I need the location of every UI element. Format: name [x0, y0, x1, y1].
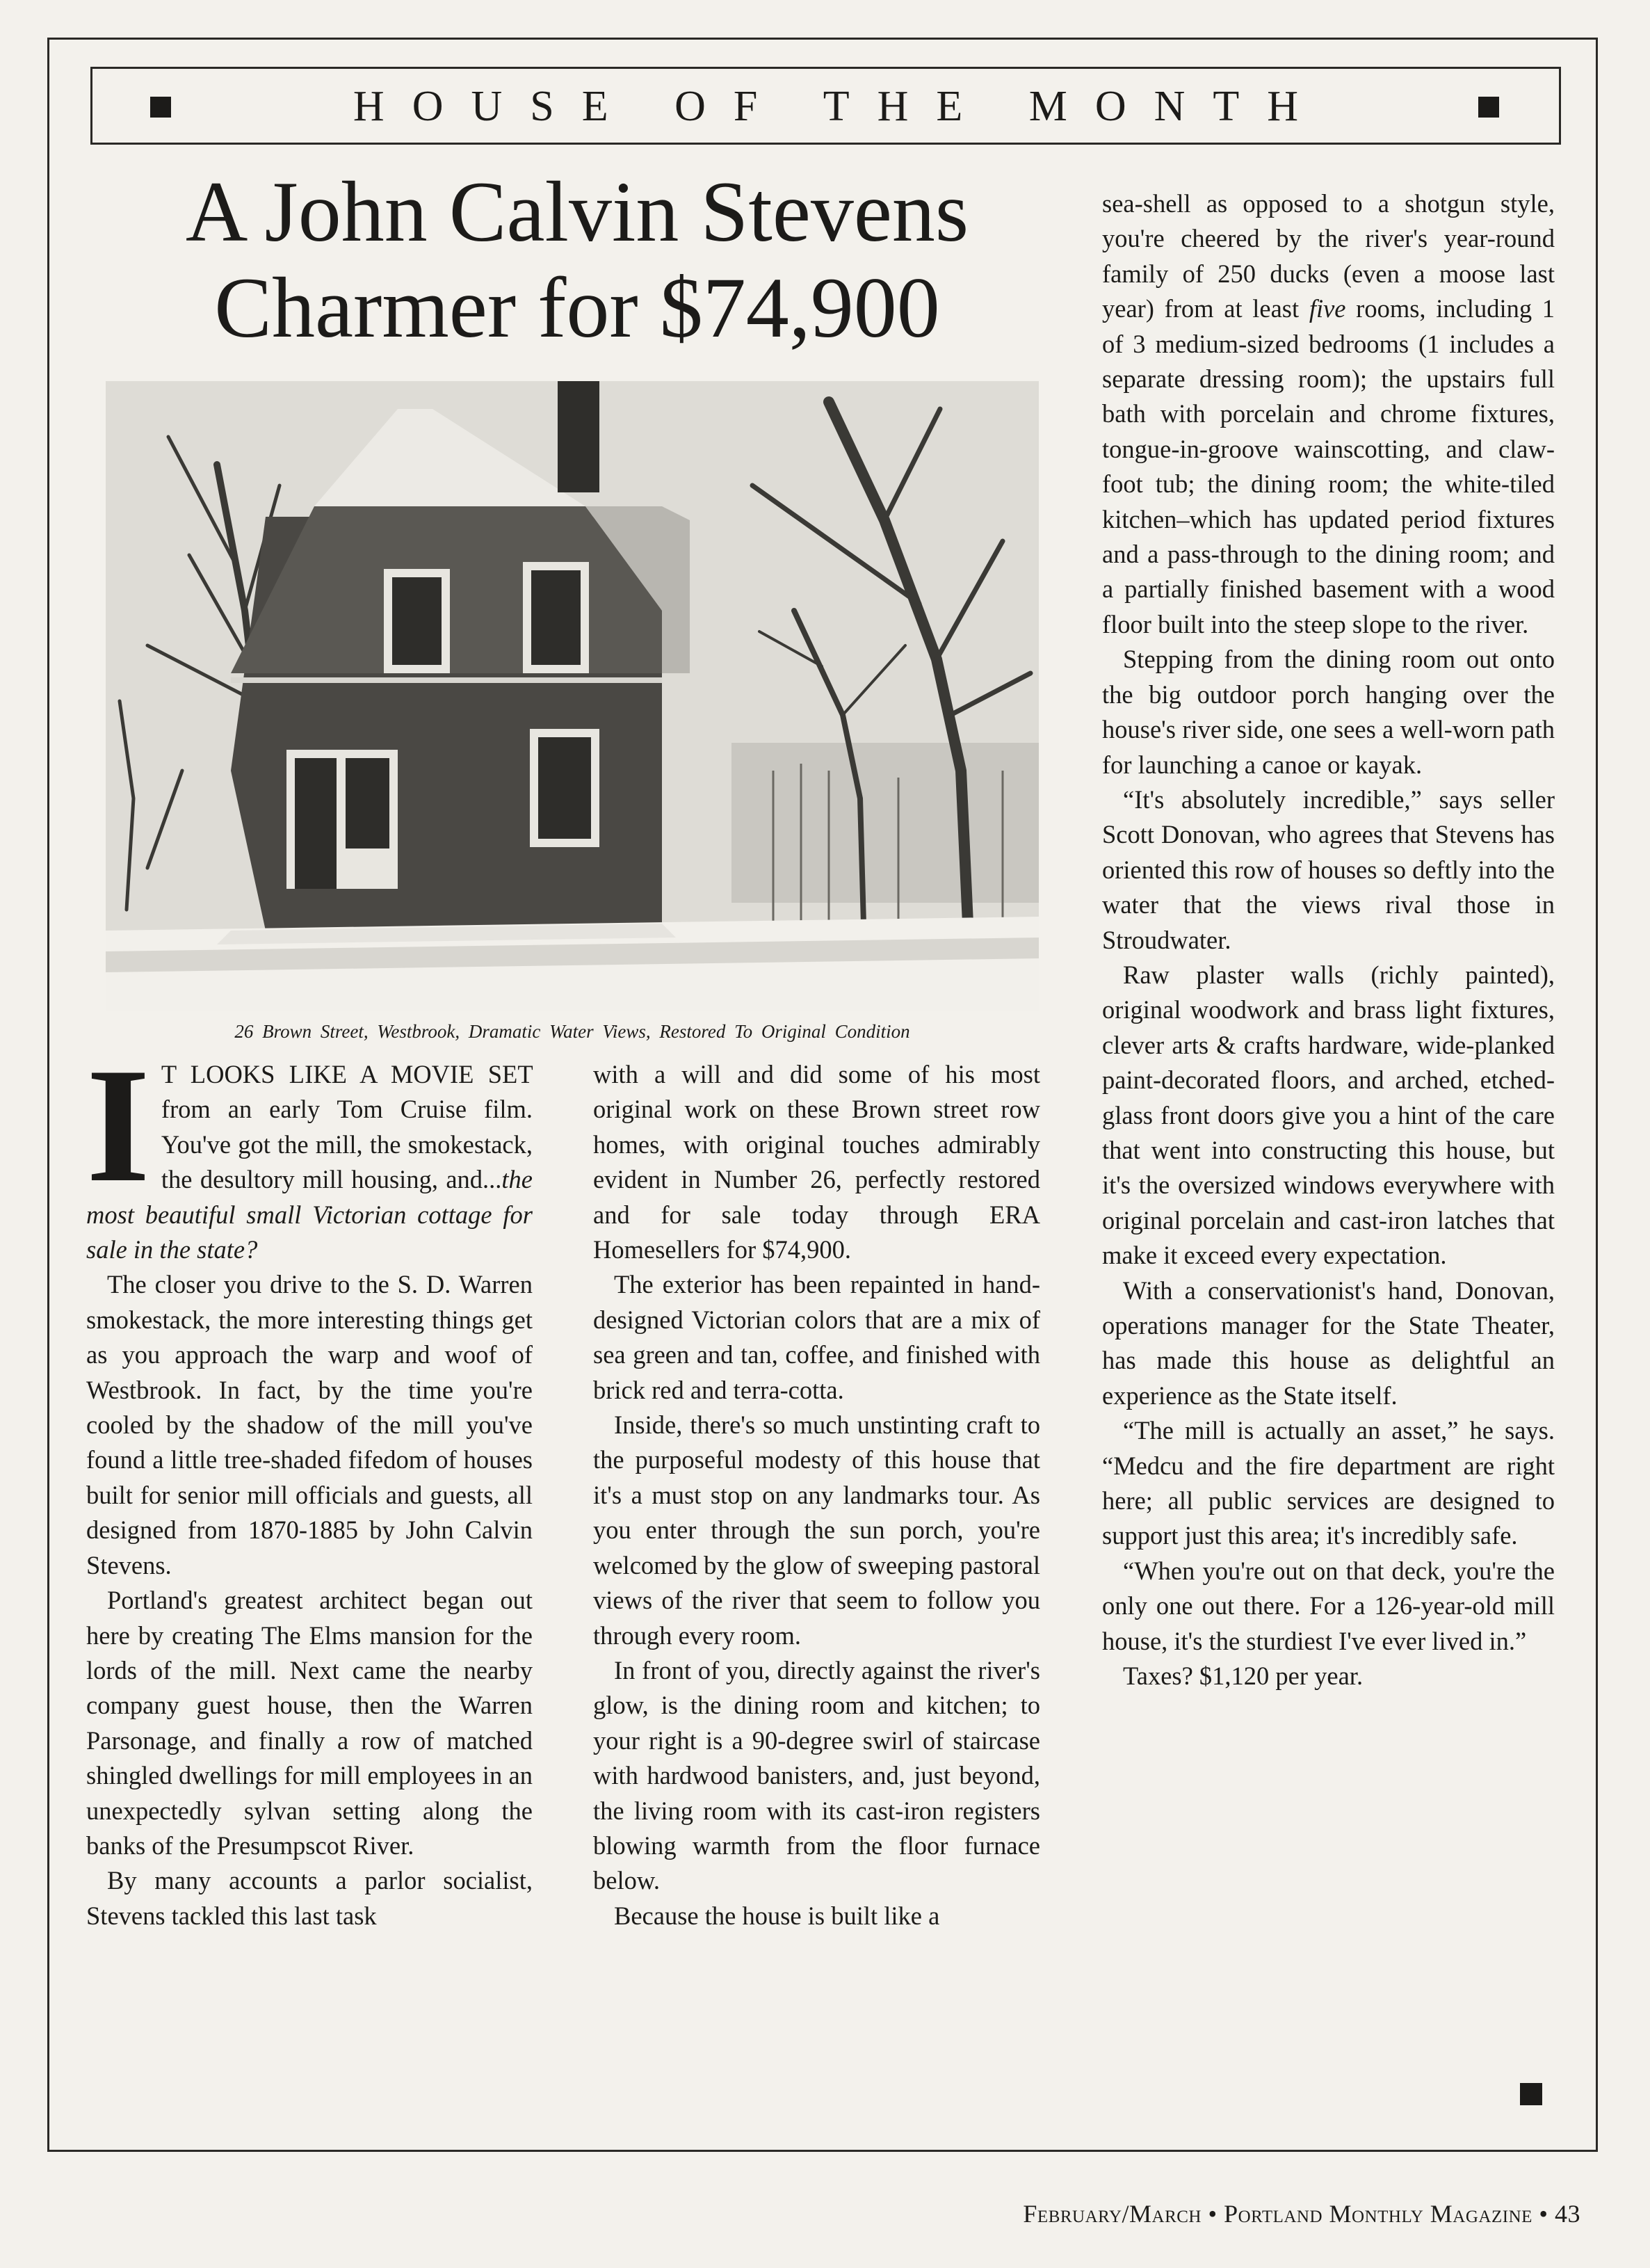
- italic-text: five: [1309, 294, 1346, 323]
- headline-line-1: A John Calvin Stevens: [185, 164, 969, 259]
- section-banner-text: HOUSE OF THE MONTH: [353, 83, 1327, 130]
- page-footer: February/March • Portland Monthly Magazine • 43: [1023, 2200, 1580, 2228]
- headline-line-2: Charmer for $74,900: [214, 260, 940, 355]
- lead-caps-text: T LOOKS LIKE A MOVIE SET: [161, 1060, 533, 1088]
- lead-italic-text: the most beautiful small Victorian cottage for sale in the state?: [86, 1165, 533, 1264]
- paragraph: In front of you, directly against the river's glow, is the dining room and kitchen; to your right is a 90-degree swirl of staircase with hardwood banisters, and, just beyond, the living room with its cast-iron registers blowing warmth from the floor furnace below.: [593, 1655, 1040, 1895]
- section-banner: [90, 67, 1561, 145]
- lead-text: from an early Tom Cruise film. You've got the mill, the smokestack, the desultory mill housing, and...: [161, 1095, 533, 1194]
- paragraph: Raw plaster walls (richly painted), original woodwork and brass light fixtures, clever arts & crafts hardware, wide-planked paint-decorated floors, and arched, etched-glass front doors give you a hint of the care that went into constructing this house, but it's the oversized windows everywhere with original porcelain and cast-iron latches that make it exceed every expectation.: [1102, 960, 1555, 1270]
- paragraph: Inside, there's so much unstinting craft to the purposeful modesty of this house that it's a must stop on any landmarks tour. As you enter through the sun porch, you're welcomed by the glow of sweeping pastoral views of the river that seem to follow you through every room.: [593, 1410, 1040, 1650]
- photo-caption: 26 Brown Street, Westbrook, Dramatic Water Views, Restored To Original Condition: [234, 1021, 910, 1042]
- article-headline: [104, 164, 1050, 356]
- house-photo-illustration: [106, 381, 1039, 1011]
- paragraph: The exterior has been repainted in hand-designed Victorian colors that are a mix of sea green and tan, coffee, and finished with brick red and terra-cotta.: [593, 1270, 1040, 1404]
- paragraph: With a conservationist's hand, Donovan, operations manager for the State Theater, has made this house as delightful an experience as the State itself.: [1102, 1276, 1555, 1410]
- banner-square-right: [1478, 97, 1499, 118]
- paragraph: The closer you drive to the S. D. Warren smokestack, the more interesting things get as you approach the warp and woof of Westbrook. In fact, by the time you're cooled by the shadow of the mill you've found a little tree-shaded fifedom of houses built for senior mill officials and guests, all designed from 1870-1885 by John Calvin Stevens.: [86, 1270, 533, 1579]
- paragraph: Taxes? $1,120 per year.: [1123, 1662, 1364, 1691]
- paragraph-text: rooms, including 1 of 3 medium-sized bedrooms (1 includes a separate dressing room); the upstairs full bath with porcelain and chrome fixtures, tongue-in-groove wainscotting, and claw-foot tub; the dining room; the white-tiled kitchen–which has updated period fixtures and a pass-through to the dining room; and a partially finished basement with a wood floor built into the steep slope to the river.: [1102, 294, 1555, 638]
- drop-cap: I: [86, 1035, 150, 1216]
- article-column-2: [593, 1057, 1040, 1933]
- paragraph: [1102, 186, 1555, 642]
- article-column-3: [1102, 186, 1555, 1694]
- paragraph: with a will and did some of his most original work on these Brown street row homes, with original touches admirably evident in Number 26, perfectly restored and for sale today through ERA Homesellers for $74,900.: [593, 1060, 1040, 1264]
- paragraph: “The mill is actually an asset,” he says. “Medcu and the fire department are right here; all public services are designed to support just this area; it's incredibly safe.: [1102, 1416, 1555, 1550]
- lead-paragraph: [86, 1035, 533, 1267]
- paragraph: “When you're out on that deck, you're the only one out there. For a 126-year-old mill house, it's the sturdiest I've ever lived in.”: [1102, 1556, 1555, 1655]
- paragraph: Stepping from the dining room out onto the big outdoor porch hanging over the house's river side, one sees a well-worn path for launching a canoe or kayak.: [1102, 645, 1555, 779]
- paragraph: Because the house is built like a: [614, 1901, 940, 1930]
- paragraph-text: sea-shell as opposed to a shotgun style, you're cheered by the river's year-round family of 250 ducks (even a moose last year) from at least: [1102, 189, 1555, 323]
- article-column-1: [86, 1035, 533, 1933]
- house-photo: [106, 381, 1039, 1011]
- end-mark: [1520, 2083, 1542, 2105]
- paragraph: By many accounts a parlor socialist, Stevens tackled this last task: [86, 1866, 533, 1930]
- paragraph: Portland's greatest architect began out here by creating The Elms mansion for the lords of the mill. Next came the nearby company guest house, then the Warren Parsonage, and finally a row of matched shingled dwellings for mill employees in an unexpectedly sylvan setting along the banks of the Presumpscot River.: [86, 1586, 533, 1860]
- paragraph: “It's absolutely incredible,” says seller Scott Donovan, who agrees that Stevens has oriented this row of houses so deftly into the water that the views rival those in Stroudwater.: [1102, 785, 1555, 954]
